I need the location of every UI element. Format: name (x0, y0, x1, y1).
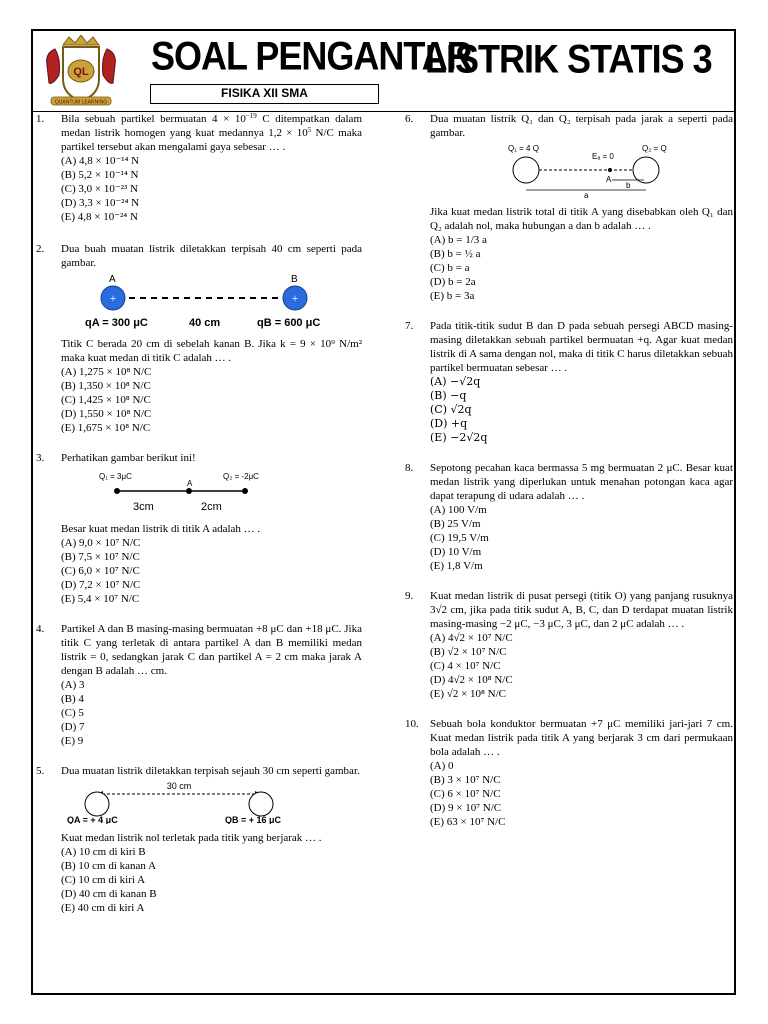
question-text: Dua muatan listrik diletakkan terpisah sejauh 30 cm seperti gambar. (61, 765, 360, 777)
option-e[interactable]: (E) 5,4 × 10⁷ N/C (61, 593, 140, 605)
charge-1-dot (114, 488, 120, 494)
question-number: 7. (405, 320, 414, 332)
option-d[interactable]: (D) b = 2a (430, 276, 476, 288)
answer-options (61, 365, 362, 435)
answer-options (61, 845, 362, 915)
question-number: 10. (405, 718, 419, 730)
charge-a-value: qA = 300 μC (85, 317, 148, 329)
question-7 (405, 319, 733, 445)
charge-2-dot (242, 488, 248, 494)
option-a[interactable]: (A) 3 (61, 679, 85, 691)
title-left: SOAL PENGANTAR (151, 33, 472, 79)
question-9 (405, 589, 733, 701)
option-b[interactable]: (B) −q (430, 389, 467, 402)
distance-label: 30 cm (166, 781, 192, 791)
question-number: 1. (36, 113, 45, 125)
charge-b (249, 792, 273, 816)
option-a[interactable]: (A) 0 (430, 760, 454, 772)
option-e[interactable]: (E) −2√2q (430, 431, 488, 444)
option-b[interactable]: (B) 4 (61, 693, 84, 705)
option-d[interactable]: (D) 40 cm di kanan B (61, 888, 157, 900)
subject-label: FISIKA XII SMA (150, 84, 379, 104)
charge-1-label: Q₁ = 3μC (99, 472, 132, 481)
q1-text-part: C ditempatkan dalam medan listrik homogen yang kuat medannya 1,2 × 10 (61, 113, 362, 139)
label-b: B (291, 274, 298, 285)
a-label: a (584, 191, 589, 198)
option-e[interactable]: (E) 4,8 × 10⁻²⁴ N (61, 211, 138, 223)
answer-options (61, 678, 362, 748)
option-b[interactable]: (B) 1,350 × 10⁸ N/C (61, 380, 151, 392)
option-c[interactable]: (C) 3,0 × 10⁻²³ N (61, 183, 138, 195)
question-followup: Jika kuat medan listrik total di titik A yang disebabkan oleh Q₁ dan Q₂ adalah nol, maka hubungan a dan b adalah … . (430, 206, 733, 232)
charge-2-label: Q₂ = -2μC (223, 472, 259, 481)
charge-2 (633, 157, 659, 183)
option-a[interactable]: (A) 10 cm di kiri B (61, 846, 146, 858)
logo-initials: QL (73, 66, 89, 78)
q1-exponent: 5 (307, 126, 312, 134)
option-e[interactable]: (E) √2 × 10⁸ N/C (430, 688, 506, 700)
q1-text-part: N/C maka partikel tersebut akan mengalami gaya sebesar … . (61, 127, 362, 153)
option-c[interactable]: (C) 5 (61, 707, 84, 719)
question-3 (36, 451, 362, 606)
option-b[interactable]: (B) 5,2 × 10⁻¹⁴ N (61, 169, 139, 181)
question-2 (36, 242, 362, 435)
question-text: Sebuah bola konduktor bermuatan +7 μC memiliki jari-jari 7 cm. Kuat medan listrik pada titik A yang berjarak 3 cm dari permukaan bola adalah … . (430, 718, 733, 758)
question-text: Pada titik-titik sudut B dan D pada sebuah persegi ABCD masing-masing diletakkan sebuah partikel bermuatan +q. Agar kuat medan listrik di A sama dengan nol, maka di titik C harus diletakkan sebuah partikel bermuatan sebesar … . (430, 320, 733, 374)
question-4 (36, 622, 362, 748)
option-e[interactable]: (E) 1,8 V/m (430, 560, 483, 572)
question-text: Kuat medan listrik di pusat persegi (titik O) yang panjang rusuknya 3√2 cm, jika pada titik sudut A, B, C, dan D terdapat muatan listrik masing-masing −2 μC, −3 μC, 3 μC, dan 2 μC adalah … . (430, 590, 733, 630)
option-b[interactable]: (B) b = ½ a (430, 248, 481, 260)
question-6 (405, 112, 733, 303)
charge-2-label: Q₂ = Q (642, 144, 667, 153)
question-number: 2. (36, 243, 45, 255)
question-text: Dua muatan listrik Q₁ dan Q₂ terpisah pada jarak a seperti pada gambar. (430, 113, 733, 139)
option-b[interactable]: (B) 10 cm di kanan A (61, 860, 157, 872)
charge-1-label: Q₁ = 4 Q (508, 144, 539, 153)
option-e[interactable]: (E) b = 3a (430, 290, 475, 302)
question-number: 9. (405, 590, 414, 602)
option-a[interactable]: (A) 100 V/m (430, 504, 487, 516)
option-c[interactable]: (C) 6,0 × 10⁷ N/C (61, 565, 140, 577)
logo-caption: QUANTUM LEARNING (54, 99, 108, 106)
answer-options (61, 536, 362, 606)
charge-1 (513, 157, 539, 183)
answer-options (430, 375, 733, 445)
option-d[interactable]: (D) 7 (61, 721, 85, 733)
charge-a-value: QA = + 4 μC (67, 815, 118, 824)
b-label: b (626, 181, 631, 190)
point-a-label: A (187, 479, 193, 488)
label-a: A (109, 274, 116, 285)
option-e[interactable]: (E) 40 cm di kiri A (61, 902, 145, 914)
plus-sign: + (109, 291, 117, 305)
question-followup: Kuat medan listrik nol terletak pada titik yang berjarak … . (61, 832, 322, 844)
question-number: 5. (36, 765, 45, 777)
plus-sign: + (291, 291, 299, 305)
answer-options (61, 154, 362, 224)
point-a-label: A (606, 175, 612, 184)
option-a[interactable]: (A) b = 1/3 a (430, 234, 487, 246)
charge-b-value: qB = 600 μC (257, 317, 321, 329)
option-d[interactable]: (D) 7,2 × 10⁷ N/C (61, 579, 141, 591)
question-number: 4. (36, 623, 45, 635)
question-5 (36, 764, 362, 915)
option-d[interactable]: (D) 9 × 10⁷ N/C (430, 802, 502, 814)
question-text: Partikel A dan B masing-masing bermuatan +8 μC dan +18 μC. Jika titik C yang terletak di antara partikel A dan B memiliki medan listrik = 0, sedangkan jarak C dan partikel A = 2 cm maka jarak A dengan B adalah … cm. (61, 623, 362, 677)
option-d[interactable]: (D) 3,3 × 10⁻²⁴ N (61, 197, 140, 209)
option-a[interactable]: (A) 4,8 × 10⁻¹⁴ N (61, 155, 140, 167)
charges-diagram (61, 272, 331, 330)
point-a-dot (186, 488, 192, 494)
option-b[interactable]: (B) 25 V/m (430, 518, 481, 530)
question-followup: Titik C berada 20 cm di sebelah kanan B. Jika k = 9 × 10⁹ N/m² maka kuat medan di titik C adalah … . (61, 338, 362, 364)
question-1 (36, 112, 362, 224)
option-a[interactable]: (A) 1,275 × 10⁸ N/C (61, 366, 152, 378)
option-d[interactable]: (D) 4√2 × 10⁸ N/C (430, 674, 513, 686)
q1-text-part: Bila sebuah partikel bermuatan 4 × 10 (61, 113, 246, 125)
left-column (36, 112, 362, 931)
question-number: 8. (405, 462, 414, 474)
option-a[interactable]: (A) 4√2 × 10⁷ N/C (430, 632, 513, 644)
title-right: LISTRIK STATIS 3 (425, 36, 712, 82)
option-e[interactable]: (E) 63 × 10⁷ N/C (430, 816, 506, 828)
option-b[interactable]: (B) 3 × 10⁷ N/C (430, 774, 501, 786)
question-10 (405, 717, 733, 829)
option-c[interactable]: (C) √2q (430, 403, 472, 416)
question-text (61, 112, 362, 154)
option-b[interactable]: (B) 7,5 × 10⁷ N/C (61, 551, 140, 563)
two-charge-null-field-diagram (430, 142, 680, 198)
field-zero-label: Eₐ = 0 (592, 152, 614, 161)
option-c[interactable]: (C) 19,5 V/m (430, 532, 489, 544)
distance-2: 2cm (201, 501, 222, 513)
option-e[interactable]: (E) 1,675 × 10⁸ N/C (61, 422, 151, 434)
option-a[interactable]: (A) 9,0 × 10⁷ N/C (61, 537, 141, 549)
option-c[interactable]: (C) 6 × 10⁷ N/C (430, 788, 501, 800)
option-b[interactable]: (B) √2 × 10⁷ N/C (430, 646, 507, 658)
option-d[interactable]: (D) 1,550 × 10⁸ N/C (61, 408, 152, 420)
option-a[interactable]: (A) −√2q (430, 375, 481, 388)
question-followup: Besar kuat medan listrik di titik A adalah … . (61, 523, 261, 535)
right-column (405, 112, 733, 845)
answer-options (430, 233, 733, 303)
answer-options (430, 503, 733, 573)
point-a-dot (608, 168, 612, 172)
option-c[interactable]: (C) b = a (430, 262, 470, 274)
question-text: Perhatikan gambar berikut ini! (61, 452, 196, 464)
option-c[interactable]: (C) 4 × 10⁷ N/C (430, 660, 501, 672)
distance-label: 40 cm (189, 317, 221, 329)
question-text: Dua buah muatan listrik diletakkan terpisah 40 cm seperti pada gambar. (61, 243, 362, 269)
charge-b-value: QB = + 16 μC (225, 815, 282, 824)
field-point-diagram (61, 467, 281, 515)
answer-options (430, 759, 733, 829)
two-charge-diagram (61, 780, 301, 824)
charge-a (85, 792, 109, 816)
distance-1: 3cm (133, 501, 154, 513)
option-d[interactable]: (D) 10 V/m (430, 546, 482, 558)
question-text: Sepotong pecahan kaca bermassa 5 mg bermuatan 2 μC. Besar kuat medan listrik yang diperlukan untuk menahan potongan kaca agar dapat terapung di udara adalah … . (430, 462, 733, 502)
option-c[interactable]: (C) 10 cm di kiri A (61, 874, 146, 886)
option-c[interactable]: (C) 1,425 × 10⁸ N/C (61, 394, 151, 406)
answer-options (430, 631, 733, 701)
q1-exponent: −19 (245, 112, 257, 120)
question-8 (405, 461, 733, 573)
question-number: 3. (36, 452, 45, 464)
quantum-learning-logo (41, 35, 121, 107)
option-d[interactable]: (D) +q (430, 417, 468, 430)
option-e[interactable]: (E) 9 (61, 735, 84, 747)
question-number: 6. (405, 113, 414, 125)
